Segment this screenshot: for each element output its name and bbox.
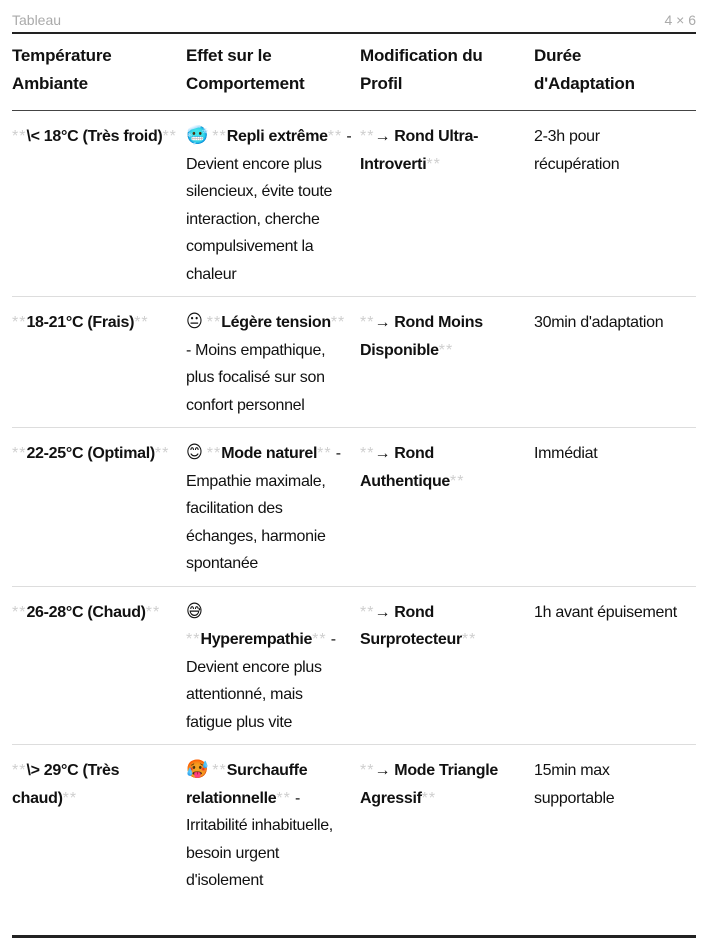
table-row: [12, 428, 696, 587]
header-row: [12, 40, 696, 111]
cell-duration: 1h avant épuisement: [534, 586, 696, 745]
cell-temperature: **\> 29°C (Très chaud)**: [12, 762, 120, 807]
table-toolbar: [12, 10, 696, 30]
smiling-face-icon: 😊: [186, 442, 203, 462]
cell-profile: **→ Mode Triangle Agressif**: [360, 762, 498, 807]
cell-profile: **→ Rond Ultra-Introverti**: [360, 111, 534, 297]
sweat-smile-icon: 😅: [186, 600, 203, 621]
cell-temperature: **26-28°C (Chaud)**: [12, 586, 186, 745]
cell-effect: 😊 **Mode naturel** - Empathie maximale, facilitation des échanges, harmonie spontanée: [186, 428, 360, 587]
cell-profile: **→ Rond Surprotecteur**: [360, 586, 534, 745]
table-row: [12, 586, 696, 745]
cell-profile: **→ Rond Moins Disponible**: [360, 297, 534, 428]
column-header-effect: Effet sur le Comportement: [186, 40, 360, 111]
table-row: [12, 111, 696, 297]
cell-temperature: **22-25°C (Optimal)**: [12, 428, 186, 587]
cell-effect: 🥵 **Surchauffe relationnelle** - Irritabilité inhabituelle, besoin urgent d'isolement: [186, 759, 333, 889]
table-dimensions: 4 × 6: [664, 12, 696, 28]
hot-face-icon: 🥵: [186, 759, 209, 779]
column-header-profile: Modification du Profil: [360, 40, 534, 111]
column-header-temperature: Température Ambiante: [12, 40, 186, 111]
cell-temperature: **\< 18°C (Très froid)**: [12, 111, 186, 297]
cell-profile: **→ Rond Authentique**: [360, 428, 534, 587]
cell-duration: 15min max supportable: [534, 762, 615, 807]
column-header-duration: Durée d'Adaptation: [534, 40, 696, 111]
cell-temperature: **18-21°C (Frais)**: [12, 297, 186, 428]
table-row: [12, 745, 696, 903]
freezing-face-icon: 🥶: [186, 125, 209, 145]
table-row: [12, 297, 696, 428]
data-table: [12, 40, 696, 903]
top-rule: [12, 32, 696, 34]
neutral-face-icon: 😐: [186, 311, 203, 331]
cell-effect: 🥶 **Repli extrême** - Devient encore plus silencieux, évite toute interaction, cherche compulsivement la chaleur: [186, 111, 360, 297]
cell-duration: Immédiat: [534, 428, 696, 587]
cell-duration: 30min d'adaptation: [534, 297, 696, 428]
bottom-rule: [12, 935, 696, 938]
cell-effect: 😐 **Légère tension** - Moins empathique, plus focalisé sur son confort personnel: [186, 297, 360, 428]
table-label: Tableau: [12, 12, 62, 28]
cell-duration: 2-3h pour récupération: [534, 111, 696, 297]
cell-effect: 😅 **Hyperempathie** - Devient encore plus attentionné, mais fatigue plus vite: [186, 586, 360, 745]
